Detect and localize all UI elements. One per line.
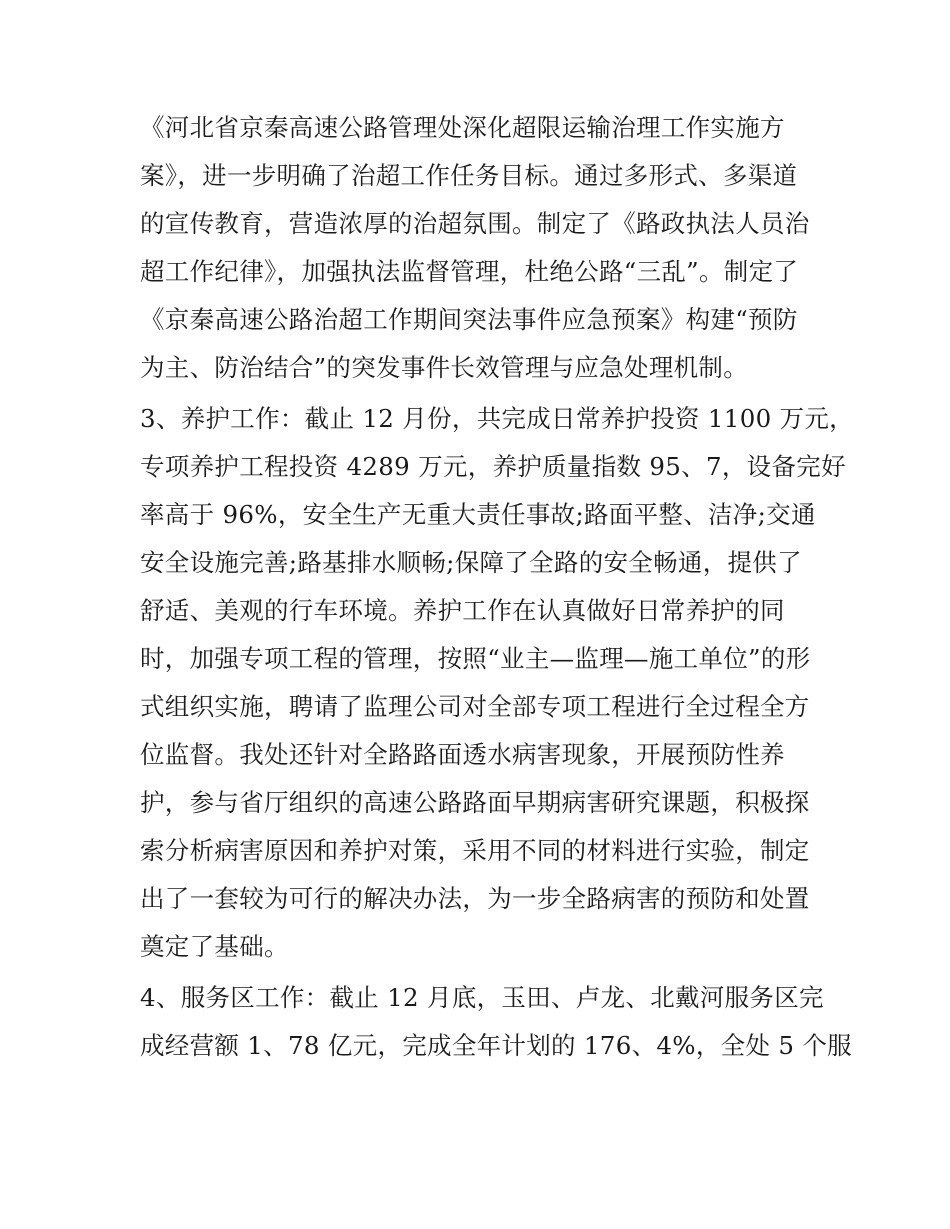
text-line: 的宣传教育，营造浓厚的治超氛围。制定了《路政执法人员治 xyxy=(140,209,810,238)
text-line: 护，参与省厅组织的高速公路路面早期病害研究课题，积极探 xyxy=(140,788,810,817)
text-line: 《河北省京秦高速公路管理处深化超限运输治理工作实施方 xyxy=(140,113,785,142)
document-body xyxy=(140,104,854,1070)
text-line: 案》，进一步明确了治超工作任务目标。通过多形式、多渠道 xyxy=(140,161,798,190)
text-line: 时，加强专项工程的管理，按照“业主—监理—施工单位”的形 xyxy=(140,644,811,673)
paragraph-maintenance xyxy=(140,395,854,971)
text-line: 4、服务区工作：截止 12 月底，玉田、卢龙、北戴河服务区完 xyxy=(140,983,824,1012)
text-line: 3、养护工作：截止 12 月份，共完成日常养护投资 1100 万元， xyxy=(140,404,854,433)
text-line: 式组织实施，聘请了监理公司对全部专项工程进行全过程全方 xyxy=(140,692,810,721)
text-line: 安全设施完善;路基排水顺畅;保障了全路的安全畅通，提供了 xyxy=(140,548,802,577)
text-line: 索分析病害原因和养护对策，采用不同的材料进行实验，制定 xyxy=(140,836,810,865)
text-line: 位监督。我处还针对全路路面透水病害现象，开展预防性养 xyxy=(140,740,785,769)
text-line: 为主、防治结合”的突发事件长效管理与应急处理机制。 xyxy=(140,353,749,382)
text-line: 率高于 96%，安全生产无重大责任事故;路面平整、洁净;交通 xyxy=(140,500,816,529)
text-line: 《京秦高速公路治超工作期间突法事件应急预案》构建“预防 xyxy=(140,305,798,334)
text-line: 奠定了基础。 xyxy=(140,932,289,961)
text-line: 超工作纪律》，加强执法监督管理，杜绝公路“三乱”。制定了 xyxy=(140,257,799,286)
text-line: 成经营额 1、78 亿元，完成全年计划的 176、4%，全处 5 个服 xyxy=(140,1031,852,1060)
text-line: 专项养护工程投资 4289 万元，养护质量指数 95、7，设备完好 xyxy=(140,452,846,481)
text-line: 出了一套较为可行的解决办法，为一步全路病害的预防和处置 xyxy=(140,884,810,913)
text-line: 舒适、美观的行车环境。养护工作在认真做好日常养护的同 xyxy=(140,596,785,625)
paragraph-governance xyxy=(140,104,820,392)
paragraph-service-area xyxy=(140,974,852,1070)
